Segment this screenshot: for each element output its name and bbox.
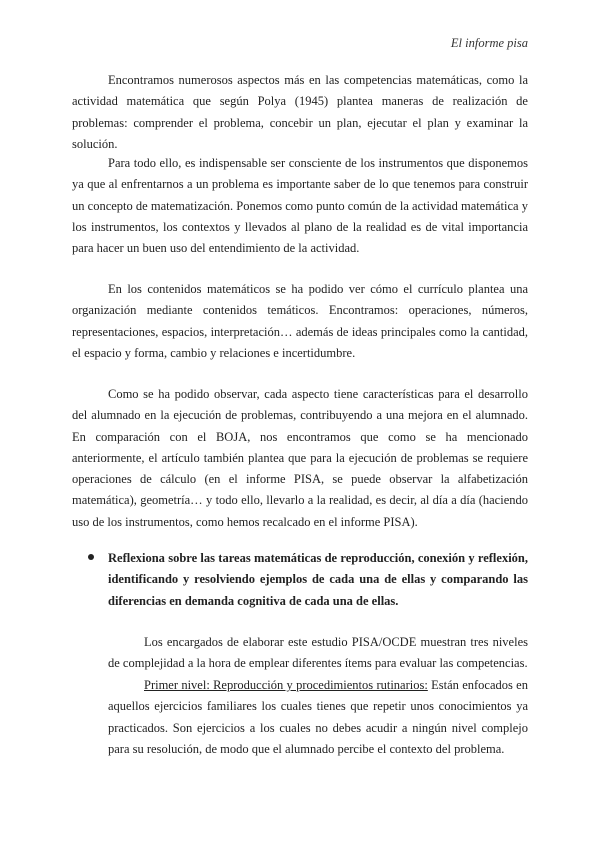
paragraph-2: Para todo ello, es indispensable ser consciente de los instrumentos que disponemos ya que al enfrentarnos a un problema es importante saber de lo que tenemos para construir un concepto de matematización. Ponemos como punto común de la actividad matemática y los instrumentos, los contextos y llevados al plano de la realidad es de vital importancia para hacer un buen uso del entendimiento de la actividad. [72,156,528,256]
paragraph-3: En los contenidos matemáticos se ha podido ver cómo el currículo plantea una organización mediante contenidos temáticos. Encontramos: operaciones, números, representaciones, espacios, interpretación… además de ideas principales como la cantidad, el espacio y forma, cambio y relaciones e incertidumbre. [72,282,528,360]
bullet-text: Reflexiona sobre las tareas matemáticas de reproducción, conexión y reflexión, identificando y resolviendo ejemplos de cada una de ellas y comparando las diferencias en demanda cognitiva de cada una de ellas. [108,551,528,608]
running-header: El informe pisa [450,36,528,50]
paragraph-1: Encontramos numerosos aspectos más en las competencias matemáticas, como la actividad matemática que según Polya (1945) plantea maneras de realización de problemas: comprender el problema, concebir un plan, ejecutar el plan y examinar la solución. [72,73,528,151]
sub-paragraph: Los encargados de elaborar este estudio PISA/OCDE muestran tres niveles de complejidad a la hora de emplear diferentes ítems para evaluar las competencias. [108,635,528,671]
level-paragraph [108,675,528,760]
paragraph-4: Como se ha podido observar, cada aspecto tiene características para el desarrollo del alumnado en la ejecución de problemas, contribuyendo a una mejora en el alumnado. En comparación con el BOJA, nos encontramos que como se ha mencionado anteriormente, el artículo también plantea que para la ejecución de problemas se requiere operaciones de cálculo (en el informe PISA, se puede observar la alfabetización matemática), geometría… y todo ello, llevarlo a la realidad, es decir, al día a día (haciendo uso de los instrumentos, como hemos recalcado en el informe PISA). [72,387,528,529]
level-heading: Primer nivel: Reproducción y procedimientos rutinarios: [144,678,428,692]
bullet-dot-icon [88,554,94,560]
bullet-item [88,548,528,612]
level-text: Están enfocados en aquellos ejercicios familiares los cuales tienes que repetir unos conocimientos ya practicados. Son ejercicios a los cuales no debes acudir a ningún nivel complejo para su resolución, de modo que el alumnado percibe el contexto del problema. [108,678,528,756]
